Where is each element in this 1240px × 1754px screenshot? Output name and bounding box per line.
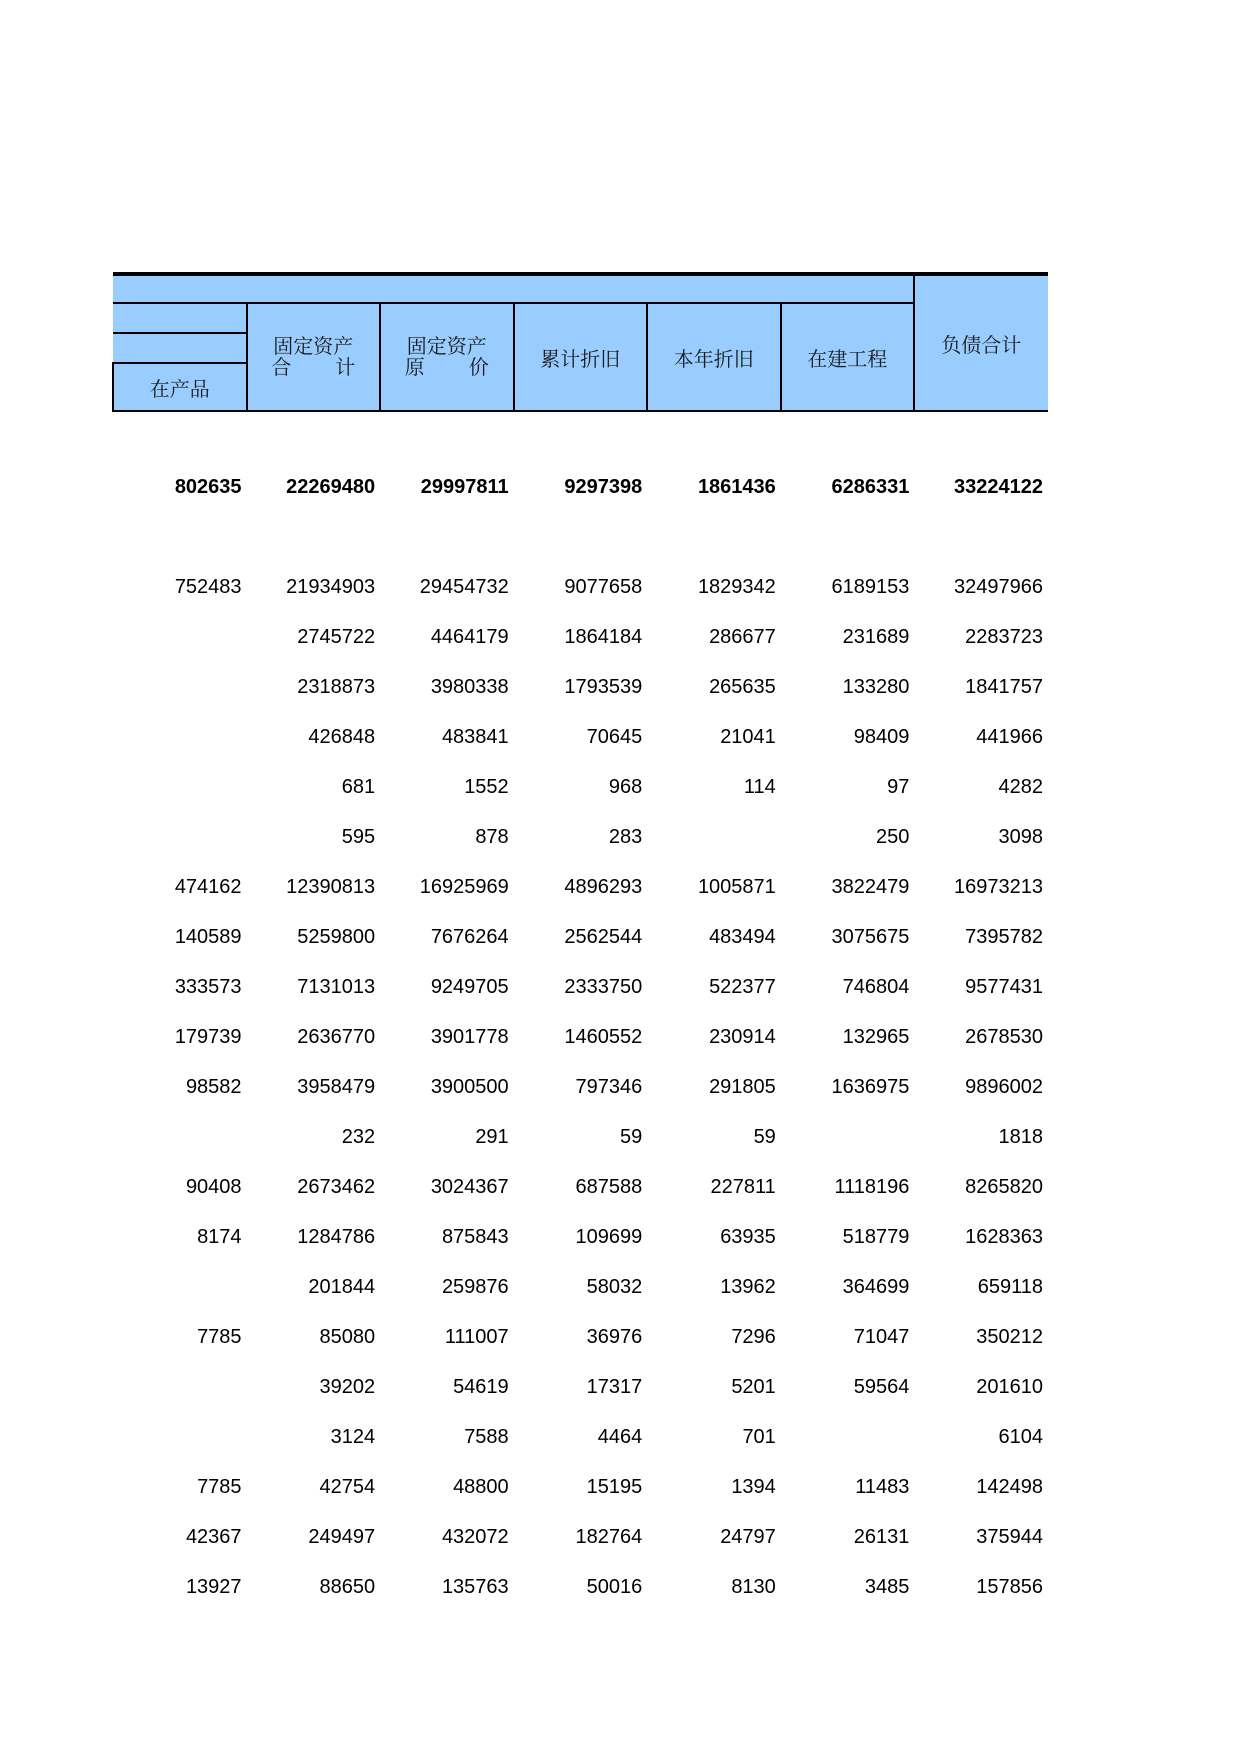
total-row [112, 462, 1047, 512]
cell: 109699 [575, 1225, 643, 1248]
cell: 7785 [197, 1475, 242, 1498]
cell: 4464179 [430, 625, 509, 648]
cell: 2745722 [297, 625, 376, 648]
cell: 33224122 [954, 475, 1043, 498]
cell: 2562544 [564, 925, 643, 948]
cell: 63935 [720, 1225, 776, 1248]
cell [112, 1362, 246, 1412]
cell: 8130 [731, 1575, 776, 1598]
cell: 227811 [710, 1175, 776, 1198]
cell: 59 [620, 1125, 643, 1148]
cell: 4282 [998, 775, 1043, 798]
cell: 26131 [853, 1525, 910, 1548]
cell: 90408 [185, 1175, 242, 1198]
cell: 441966 [976, 725, 1043, 748]
table-row [112, 1312, 1047, 1362]
cell: 42754 [319, 1475, 376, 1498]
header-fixed-assets-original: 固定资产 原 价 [380, 303, 514, 411]
cell: 7296 [731, 1325, 776, 1348]
cell: 29997811 [420, 475, 509, 498]
cell [112, 662, 246, 712]
table-row [112, 1212, 1047, 1262]
cell: 797346 [575, 1075, 643, 1098]
cell: 21041 [720, 725, 776, 748]
cell: 16973213 [954, 875, 1043, 898]
cell: 85080 [319, 1325, 376, 1348]
cell: 182764 [575, 1525, 643, 1548]
cell: 1284786 [297, 1225, 376, 1248]
cell: 17317 [586, 1375, 643, 1398]
cell: 2636770 [297, 1025, 376, 1048]
cell: 16925969 [419, 875, 509, 898]
cell: 1628363 [965, 1225, 1043, 1248]
cell [780, 1412, 914, 1462]
cell [112, 712, 246, 762]
spacer-row [112, 412, 1047, 462]
cell: 4896293 [564, 875, 643, 898]
cell: 3822479 [831, 875, 910, 898]
cell: 24797 [720, 1525, 776, 1548]
cell: 333573 [174, 975, 242, 998]
cell: 291805 [709, 1075, 776, 1098]
cell: 201844 [308, 1275, 376, 1298]
cell: 7785 [197, 1325, 242, 1348]
cell: 13927 [185, 1575, 242, 1598]
cell: 483841 [441, 725, 509, 748]
table-row [112, 762, 1047, 812]
cell: 1460552 [564, 1025, 643, 1048]
cell: 7395782 [965, 925, 1043, 948]
cell: 1793539 [564, 675, 643, 698]
cell: 98582 [185, 1075, 242, 1098]
cell: 6189153 [831, 575, 910, 598]
header-total-liabilities: 负债合计 [914, 274, 1048, 411]
cell [112, 1112, 246, 1162]
header-cell-blank [113, 303, 247, 333]
cell: 1394 [731, 1475, 776, 1498]
cell: 7676264 [430, 925, 509, 948]
cell: 3901778 [430, 1025, 509, 1048]
cell: 7131013 [297, 975, 376, 998]
cell: 2318873 [297, 675, 376, 698]
table-row [112, 1462, 1047, 1512]
cell: 230914 [709, 1025, 776, 1048]
cell: 48800 [453, 1475, 509, 1498]
cell: 426848 [308, 725, 376, 748]
cell: 2283723 [965, 625, 1043, 648]
cell: 283 [608, 825, 643, 848]
cell: 3958479 [297, 1075, 376, 1098]
cell: 88650 [319, 1575, 376, 1598]
cell: 1118196 [834, 1175, 910, 1198]
cell [112, 1412, 246, 1462]
cell: 8265820 [965, 1175, 1043, 1198]
cell: 687588 [575, 1175, 643, 1198]
cell: 6286331 [831, 475, 910, 498]
cell: 1861436 [697, 475, 776, 498]
cell: 179739 [174, 1025, 242, 1048]
cell [112, 762, 246, 812]
cell: 3075675 [831, 925, 910, 948]
cell: 364699 [842, 1275, 910, 1298]
cell: 9249705 [430, 975, 509, 998]
cell: 42367 [185, 1525, 242, 1548]
cell: 474162 [174, 875, 242, 898]
cell: 50016 [586, 1575, 643, 1598]
cell: 70645 [586, 725, 643, 748]
cell: 36976 [586, 1325, 643, 1348]
header-table [112, 272, 1048, 412]
header-accumulated-depreciation: 累计折旧 [514, 303, 648, 411]
table-row [112, 962, 1047, 1012]
table-row [112, 1112, 1047, 1162]
cell: 71047 [853, 1325, 910, 1348]
cell: 659118 [977, 1275, 1043, 1298]
cell: 13962 [720, 1275, 776, 1298]
cell [780, 1112, 914, 1162]
cell [646, 812, 780, 862]
cell: 5259800 [297, 925, 376, 948]
cell: 15195 [586, 1475, 643, 1498]
cell: 1864184 [564, 625, 643, 648]
cell: 9577431 [965, 975, 1043, 998]
spreadsheet [112, 272, 1047, 1612]
cell [112, 1262, 246, 1312]
header-current-year-depreciation: 本年折旧 [647, 303, 781, 411]
cell: 5201 [731, 1375, 776, 1398]
table-row [112, 1262, 1047, 1312]
header-cell-blank [113, 333, 247, 363]
cell: 59564 [853, 1375, 910, 1398]
cell: 2333750 [564, 975, 643, 998]
table-row [112, 1012, 1047, 1062]
cell: 375944 [976, 1525, 1043, 1548]
cell: 9297398 [564, 475, 643, 498]
table-row [112, 912, 1047, 962]
cell: 201610 [976, 1375, 1043, 1398]
cell: 4464 [597, 1425, 643, 1448]
header-work-in-progress: 在产品 [113, 363, 247, 411]
cell: 2678530 [965, 1025, 1043, 1048]
cell: 2673462 [297, 1175, 376, 1198]
table-row [112, 562, 1047, 612]
cell: 752483 [174, 575, 242, 598]
table-row [112, 1562, 1047, 1612]
cell: 7588 [464, 1425, 509, 1448]
cell: 39202 [319, 1375, 376, 1398]
cell: 3024367 [430, 1175, 509, 1198]
header-band [113, 274, 914, 303]
data-table [112, 412, 1047, 1612]
cell: 250 [876, 825, 910, 848]
table-row [112, 712, 1047, 762]
cell: 3098 [998, 825, 1043, 848]
cell: 157856 [976, 1575, 1043, 1598]
table-row [112, 1362, 1047, 1412]
cell: 231689 [842, 625, 910, 648]
cell: 132965 [842, 1025, 910, 1048]
cell: 483494 [709, 925, 776, 948]
cell: 802635 [174, 475, 242, 498]
cell: 135763 [441, 1575, 509, 1598]
cell: 111007 [444, 1325, 509, 1348]
cell [112, 812, 246, 862]
cell: 3485 [864, 1575, 910, 1598]
table-row [112, 812, 1047, 862]
cell: 878 [475, 825, 509, 848]
cell: 3124 [330, 1425, 376, 1448]
cell: 1841757 [965, 675, 1043, 698]
cell: 9077658 [564, 575, 643, 598]
cell: 59 [753, 1125, 776, 1148]
table-row [112, 1062, 1047, 1112]
cell: 701 [742, 1425, 776, 1448]
cell: 259876 [441, 1275, 509, 1298]
table-row [112, 1162, 1047, 1212]
cell: 968 [608, 775, 643, 798]
cell: 595 [341, 825, 376, 848]
cell: 1636975 [831, 1075, 910, 1098]
cell: 265635 [709, 675, 776, 698]
cell: 1552 [464, 775, 509, 798]
cell: 350212 [976, 1325, 1043, 1348]
cell: 1829342 [697, 575, 776, 598]
cell: 58032 [586, 1275, 643, 1298]
cell: 21934903 [286, 575, 376, 598]
cell: 97 [887, 775, 910, 798]
cell: 681 [341, 775, 376, 798]
spacer-row [112, 512, 1047, 562]
cell: 291 [475, 1125, 509, 1148]
cell: 286677 [709, 625, 776, 648]
cell: 9896002 [965, 1075, 1043, 1098]
cell: 1005871 [697, 875, 776, 898]
cell: 22269480 [286, 475, 376, 498]
cell [112, 612, 246, 662]
header-fixed-assets-total: 固定资产 合 计 [247, 303, 381, 411]
cell: 1818 [998, 1125, 1043, 1148]
cell: 432072 [441, 1525, 509, 1548]
cell: 3900500 [430, 1075, 509, 1098]
table-row [112, 1412, 1047, 1462]
cell: 232 [341, 1125, 376, 1148]
cell: 11483 [855, 1475, 910, 1498]
cell: 249497 [308, 1525, 376, 1548]
cell: 142498 [976, 1475, 1043, 1498]
header-construction-in-progress: 在建工程 [781, 303, 915, 411]
cell: 875843 [441, 1225, 509, 1248]
table-row [112, 862, 1047, 912]
table-row [112, 612, 1047, 662]
cell: 6104 [998, 1425, 1043, 1448]
cell: 133280 [842, 675, 910, 698]
cell: 29454732 [419, 575, 509, 598]
table-row [112, 1512, 1047, 1562]
cell: 3980338 [430, 675, 509, 698]
cell: 32497966 [954, 575, 1043, 598]
cell: 8174 [197, 1225, 242, 1248]
cell: 98409 [853, 725, 910, 748]
table-row [112, 662, 1047, 712]
cell: 518779 [842, 1225, 910, 1248]
cell: 522377 [709, 975, 776, 998]
cell: 140589 [174, 925, 242, 948]
cell: 114 [743, 775, 776, 798]
cell: 54619 [453, 1375, 509, 1398]
cell: 746804 [842, 975, 910, 998]
cell: 12390813 [286, 875, 376, 898]
